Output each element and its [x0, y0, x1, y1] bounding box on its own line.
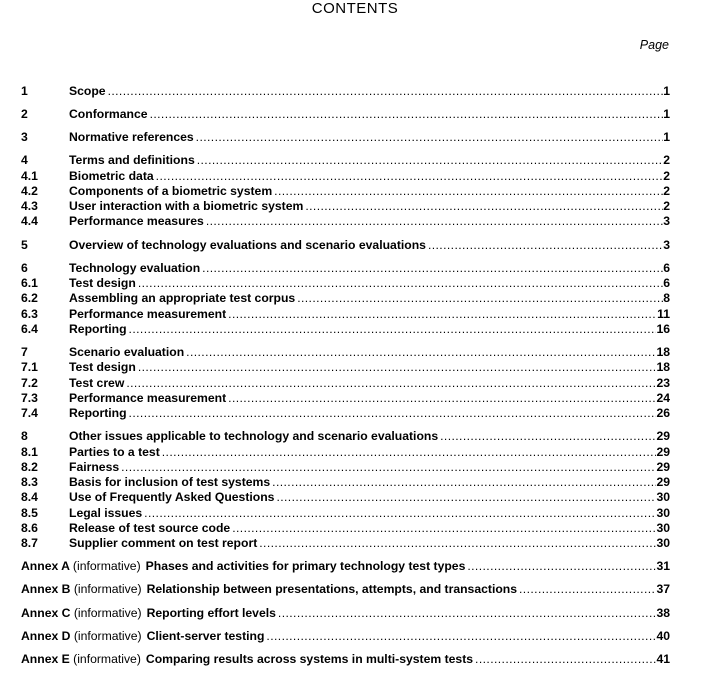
- toc-entry-title: Components of a biometric system: [69, 183, 273, 198]
- annex-name: Annex E: [21, 651, 70, 666]
- toc-entry-page: 30: [656, 521, 670, 535]
- toc-entry-page: 31: [656, 559, 670, 574]
- toc-entry-title: User interaction with a biometric system: [69, 199, 304, 214]
- toc-entry-page: 30: [656, 490, 670, 505]
- toc-entry[interactable]: [21, 130, 670, 145]
- toc-entry-page: 6: [663, 275, 670, 290]
- toc-entry-title: Performance measures: [69, 214, 204, 229]
- toc-entry[interactable]: [21, 429, 670, 444]
- toc-entry[interactable]: [21, 84, 670, 99]
- toc-entry-page: 2: [663, 168, 670, 183]
- toc-annex-entry[interactable]: [21, 606, 670, 621]
- toc-entry[interactable]: [21, 261, 670, 276]
- toc-entry[interactable]: [21, 521, 670, 536]
- toc-entry-title: Other issues applicable to technology and scenario evaluations: [69, 429, 439, 444]
- leader-dots: [127, 322, 657, 336]
- leader-dots: [473, 652, 656, 666]
- leader-dots: [230, 521, 656, 535]
- leader-dots: [274, 490, 656, 504]
- toc-entry-number: 4: [21, 153, 28, 168]
- toc-entry-page: 41: [656, 651, 670, 666]
- page-column-label: Page: [639, 38, 669, 52]
- leader-dots: [124, 376, 656, 390]
- toc-entry-number: 8.2: [21, 459, 38, 474]
- toc-entry[interactable]: [21, 307, 670, 322]
- toc-entry-page: 2: [663, 183, 670, 198]
- leader-dots: [270, 475, 656, 489]
- toc-entry-title: Terms and definitions: [69, 153, 195, 168]
- toc-entry[interactable]: [21, 322, 670, 337]
- toc-entry-number: 3: [21, 130, 28, 145]
- toc-entry[interactable]: [21, 376, 670, 391]
- toc-entry-number: 4.2: [21, 183, 38, 198]
- toc-entry-page: 18: [656, 360, 670, 375]
- leader-dots: [200, 261, 663, 275]
- annex-type: (informative): [73, 628, 142, 643]
- toc-entry-number: 8.7: [21, 536, 38, 551]
- toc-entry-number: 7.1: [21, 360, 38, 375]
- toc-entry-page: 29: [656, 475, 670, 490]
- toc-annex-entry[interactable]: [21, 652, 670, 667]
- toc-entry-page: 1: [663, 107, 670, 122]
- toc-entry-title: Client-server testing: [146, 628, 265, 643]
- annex-type: (informative): [72, 559, 141, 574]
- toc-entry-title: Biometric data: [69, 168, 154, 183]
- toc-entry[interactable]: [21, 276, 670, 291]
- toc-entry-title: Legal issues: [69, 505, 143, 520]
- leader-dots: [154, 169, 664, 183]
- leader-dots: [517, 582, 656, 596]
- toc-entry[interactable]: [21, 184, 670, 199]
- leader-dots: [127, 406, 657, 420]
- toc-entry-page: 40: [656, 628, 670, 643]
- toc-entry-page: 11: [657, 306, 670, 321]
- toc-entry-title: Phases and activities for primary technology test types: [145, 559, 466, 574]
- toc-entry-title: Test design: [69, 360, 136, 375]
- leader-dots: [295, 291, 663, 305]
- leader-dots: [226, 391, 656, 405]
- toc-entry-title: Reporting: [69, 406, 127, 421]
- annex-name: Annex A: [21, 559, 70, 574]
- toc-entry-title: Fairness: [69, 459, 120, 474]
- leader-dots: [465, 559, 656, 573]
- toc-entry[interactable]: [21, 360, 670, 375]
- toc-entry[interactable]: [21, 238, 670, 253]
- toc-entry[interactable]: [21, 291, 670, 306]
- toc-entry-page: 6: [663, 260, 670, 275]
- toc-entry-page: 37: [656, 582, 670, 597]
- toc-entry-title: Reporting: [69, 321, 127, 336]
- toc-entry-number: 7.2: [21, 375, 38, 390]
- toc-entry[interactable]: [21, 153, 670, 168]
- toc-entry[interactable]: [21, 536, 670, 551]
- toc-entry-number: 4.3: [21, 199, 38, 214]
- toc-entry-number: 7.4: [21, 406, 38, 421]
- leader-dots: [226, 307, 657, 321]
- leader-dots: [136, 276, 663, 290]
- toc-entry-page: 1: [663, 130, 670, 145]
- leader-dots: [276, 606, 657, 620]
- toc-entry[interactable]: [21, 107, 670, 122]
- toc-entry-title: Parties to a test: [69, 444, 160, 459]
- toc-entry-page: 26: [656, 406, 670, 421]
- leader-dots: [264, 629, 656, 643]
- toc-entry-page: 29: [656, 429, 670, 444]
- toc-entry-number: 8: [21, 429, 28, 444]
- toc-annex-entry[interactable]: [21, 559, 670, 574]
- toc-entry[interactable]: [21, 214, 670, 229]
- annex-name: Annex B: [21, 582, 71, 597]
- toc-entry-page: 24: [656, 390, 670, 405]
- toc-entry-title: Assembling an appropriate test corpus: [69, 291, 296, 306]
- toc-entry-number: 8.4: [21, 490, 38, 505]
- toc-entry-page: 3: [663, 237, 670, 252]
- annex-type: (informative): [73, 582, 142, 597]
- toc-entry-number: 8.1: [21, 444, 38, 459]
- toc-entry-title: Conformance: [69, 107, 148, 122]
- toc-entry[interactable]: [21, 406, 670, 421]
- toc-entry-number: 7.3: [21, 390, 38, 405]
- toc-entry[interactable]: [21, 199, 670, 214]
- toc-entry[interactable]: [21, 475, 670, 490]
- toc-entry-title: Release of test source code: [69, 521, 231, 535]
- toc-entry-title: Supplier comment on test report: [69, 536, 258, 551]
- toc-entry[interactable]: [21, 169, 670, 184]
- toc-entry-title: Basis for inclusion of test systems: [69, 475, 271, 490]
- toc-entry-number: 6.3: [21, 306, 38, 321]
- toc-entry-number: 6: [21, 260, 28, 275]
- annex-heading: [21, 652, 141, 666]
- toc-entry[interactable]: [21, 345, 670, 360]
- annex-name: Annex C: [21, 605, 71, 620]
- leader-dots: [257, 536, 656, 550]
- leader-dots: [272, 184, 663, 198]
- toc-entry-title: Scenario evaluation: [69, 344, 185, 359]
- leader-dots: [194, 130, 664, 144]
- leader-dots: [303, 199, 663, 213]
- toc-entry-page: 16: [656, 321, 670, 336]
- toc-entry-title: Scope: [69, 84, 106, 98]
- annex-heading: [21, 582, 142, 596]
- toc-entry-title: Comparing results across systems in multi-system tests: [145, 651, 474, 666]
- leader-dots: [136, 360, 657, 374]
- leader-dots: [426, 238, 663, 252]
- annex-heading: [21, 606, 142, 620]
- toc-entry-title: Normative references: [69, 130, 194, 145]
- table-of-contents: [21, 84, 670, 667]
- toc-entry-page: 2: [663, 199, 670, 214]
- toc-annex-entry[interactable]: [21, 582, 670, 597]
- leader-dots: [195, 153, 663, 167]
- toc-entry-page: 1: [663, 84, 670, 98]
- toc-entry-number: 1: [21, 84, 28, 98]
- annex-heading: [21, 629, 142, 643]
- toc-entry-number: 6.1: [21, 275, 38, 290]
- toc-entry-number: 6.2: [21, 291, 38, 306]
- toc-entry[interactable]: [21, 490, 670, 505]
- toc-entry-number: 4.1: [21, 168, 38, 183]
- annex-type: (informative): [73, 651, 141, 666]
- toc-entry[interactable]: [21, 460, 670, 475]
- leader-dots: [142, 506, 656, 520]
- toc-entry-title: Reporting effort levels: [146, 605, 276, 620]
- toc-entry-title: Use of Frequently Asked Questions: [69, 490, 275, 505]
- toc-entry-title: Test crew: [69, 375, 125, 390]
- annex-name: Annex D: [21, 628, 71, 643]
- leader-dots: [184, 345, 656, 359]
- toc-entry-page: 8: [663, 291, 670, 306]
- toc-entry-page: 2: [663, 153, 670, 168]
- toc-entry-page: 3: [663, 214, 670, 229]
- toc-entry-number: 8.5: [21, 505, 38, 520]
- toc-entry-number: 2: [21, 107, 28, 122]
- toc-entry-page: 23: [656, 375, 670, 390]
- toc-entry-number: 5: [21, 237, 28, 252]
- toc-entry[interactable]: [21, 445, 670, 460]
- toc-entry-page: 18: [656, 344, 670, 359]
- toc-entry[interactable]: [21, 506, 670, 521]
- toc-entry-number: 4.4: [21, 214, 38, 229]
- leader-dots: [148, 107, 664, 121]
- toc-entry-title: Performance measurement: [69, 390, 227, 405]
- toc-entry-number: 6.4: [21, 321, 38, 336]
- toc-entry-title: Performance measurement: [69, 306, 227, 321]
- toc-entry-page: 30: [656, 536, 670, 551]
- leader-dots: [438, 429, 656, 443]
- toc-entry-page: 38: [656, 605, 670, 620]
- toc-annex-entry[interactable]: [21, 629, 670, 644]
- toc-entry-title: Technology evaluation: [69, 260, 201, 275]
- leader-dots: [119, 460, 656, 474]
- toc-entry-page: 30: [656, 505, 670, 520]
- toc-entry-number: 8.6: [21, 521, 38, 535]
- toc-entry-page: 29: [656, 459, 670, 474]
- toc-entry-page: 29: [656, 444, 670, 459]
- leader-dots: [160, 445, 657, 459]
- page-title: CONTENTS: [311, 0, 399, 17]
- toc-entry-number: 7: [21, 344, 28, 359]
- annex-type: (informative): [73, 605, 142, 620]
- toc-entry-title: Test design: [69, 275, 136, 290]
- leader-dots: [106, 84, 664, 98]
- toc-entry-title: Relationship between presentations, attempts, and transactions: [146, 582, 518, 597]
- annex-heading: [21, 559, 141, 573]
- toc-entry-number: 8.3: [21, 475, 38, 490]
- toc-entry[interactable]: [21, 391, 670, 406]
- toc-entry-title: Overview of technology evaluations and scenario evaluations: [69, 237, 426, 252]
- leader-dots: [204, 214, 663, 228]
